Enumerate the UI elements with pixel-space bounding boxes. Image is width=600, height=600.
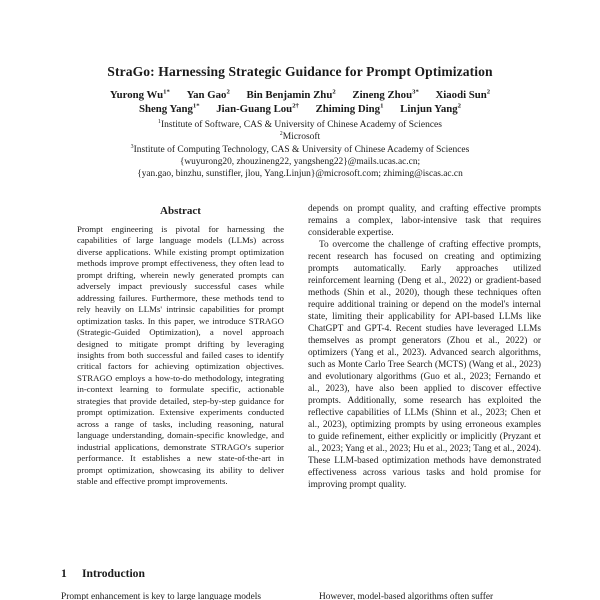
right-column-text [308,203,541,491]
paper-title: StraGo: Harnessing Strategic Guidance for Prompt Optimization [107,64,493,79]
author-affil-mark: 1* [192,101,200,109]
section-title: Introduction [82,567,145,580]
author-affil-mark: 2 [226,88,230,96]
author-line-1 [0,89,600,103]
paragraph: To overcome the challenge of crafting effective prompts, recent research has focused on creating and optimizing prompts automatically. Early approaches utilized reinforcement learning (Deng et al., 2022) or gradient-based methods (Shin et al., 2020), though these techniques often require additional training or depend on the model's internal state, limiting their applicability for API-based LLMs like ChatGPT and GPT-4. Recent studies have leveraged LLMs themselves as prompt generators (Zhou et al., 2022) or optimizers (Yang et al., 2023). Advanced search algorithms, such as Monte Carlo Tree Search (MCTS) (Wang et al., 2023) and evolutionary algorithms (Guo et al., 2023; Fernando et al., 2023), have also been applied to discover effective prompts. Additionally, some research has exploited the reflective capabilities of LLMs (Shinn et al., 2023; Chen et al., 2023), optimizing prompts by using erroneous examples to guide refinement, either explicitly or implicitly (Pryzant et al., 2023; Yang et al., 2023; Hu et al., 2023; Tang et al., 2024). These LLM-based optimization methods have demonstrated effectiveness across various tasks and hold promise for improving prompt quality. [308,240,541,490]
author-affil-mark: 3* [412,88,419,96]
author: Jian-Guang Lou$^{2\dagger}$ [216,101,299,115]
affiliation: $^3$Institute of Computing Technology, CAS & University of Chinese Academy of Sciences [130,143,470,155]
email-line: {wuyurong20, zhouzineng22, yangsheng22}@mails.ucas.ac.cn; [179,156,421,167]
author-affil-mark: 2† [292,101,299,109]
right-column [308,203,541,600]
author-affil-mark: 2 [486,88,491,96]
author: Zhiming Ding$^1$ [315,101,384,115]
abstract-section [60,203,299,487]
affiliation: $^1$Institute of Software, CAS & University of Chinese Academy of Sciences [158,118,442,130]
affiliation-list [0,119,600,180]
author-list [0,89,600,116]
author-affil-mark: 1* [163,88,170,96]
left-column [60,203,299,600]
intro-first-line-clipped: Prompt enhancement is key to large language models [61,592,262,600]
abstract-text: Prompt engineering is pivotal for harnessing the capabilities of large language models (LLMs) across diverse applications. While existing prompt optimization methods improve prompt effectiveness, they often lead to prompt drifting, wherein newly generated prompts can adversely impact previously successful cases while addressing failures. Furthermore, these methods tend to rely heavily on LLMs' intrinsic capabilities for prompt optimization tasks. In this paper, we introduce STRAGO (Strategic-Guided Optimization), a novel approach designed to mitigate prompt drifting by leveraging insights from both successful and failed cases to identify critical factors for achieving optimization objectives. STRAGO employs a how-to-do methodology, integrating in-context learning to formulate specific, actionable strategies that provide detailed, step-by-step guidance for prompt optimization. Extensive experiments conducted across a range of tasks, including reasoning, natural language understanding, domain-specific knowledge, and industrial applications, demonstrate STRAGO's superior performance. It establishes a new state-of-the-art in prompt optimization, showcasing its ability to deliver stable and effective prompt improvements. [77,224,284,486]
email-line: {yan.gao, binzhu, sunstifler, jlou, Yang.Linjun}@microsoft.com; zhiming@iscas.ac.cn [137,169,463,180]
author: Zineng Zhou$^{3*}$ [352,88,419,101]
paragraph: depends on prompt quality, and crafting effective prompts remains a complex, labor-intensive task that requires considerable expertise. [308,204,541,238]
author: Sheng Yang$^{1*}$ [138,101,200,115]
author-affil-mark: 2 [457,101,461,109]
affiliation: $^2$Microsoft [279,131,321,143]
author-affil-mark: 2 [332,88,336,96]
section-number: 1 [61,567,67,580]
author: Xiaodi Sun$^2$ [435,88,491,101]
abstract-heading: Abstract [160,205,201,217]
section-1-heading [61,567,145,580]
author: Linjun Yang$^2$ [400,101,461,115]
paragraph-clipped: However, model-based algorithms often suffer [319,592,494,600]
paper-header [0,64,600,180]
author-line-2 [0,103,600,117]
author-affil-mark: 1 [380,101,384,109]
author: Yan Gao$^2$ [186,88,230,101]
author: Yurong $Wu^{1*}$ [109,88,170,101]
author: Bin Benjamin Zhu$^2$ [246,88,336,101]
